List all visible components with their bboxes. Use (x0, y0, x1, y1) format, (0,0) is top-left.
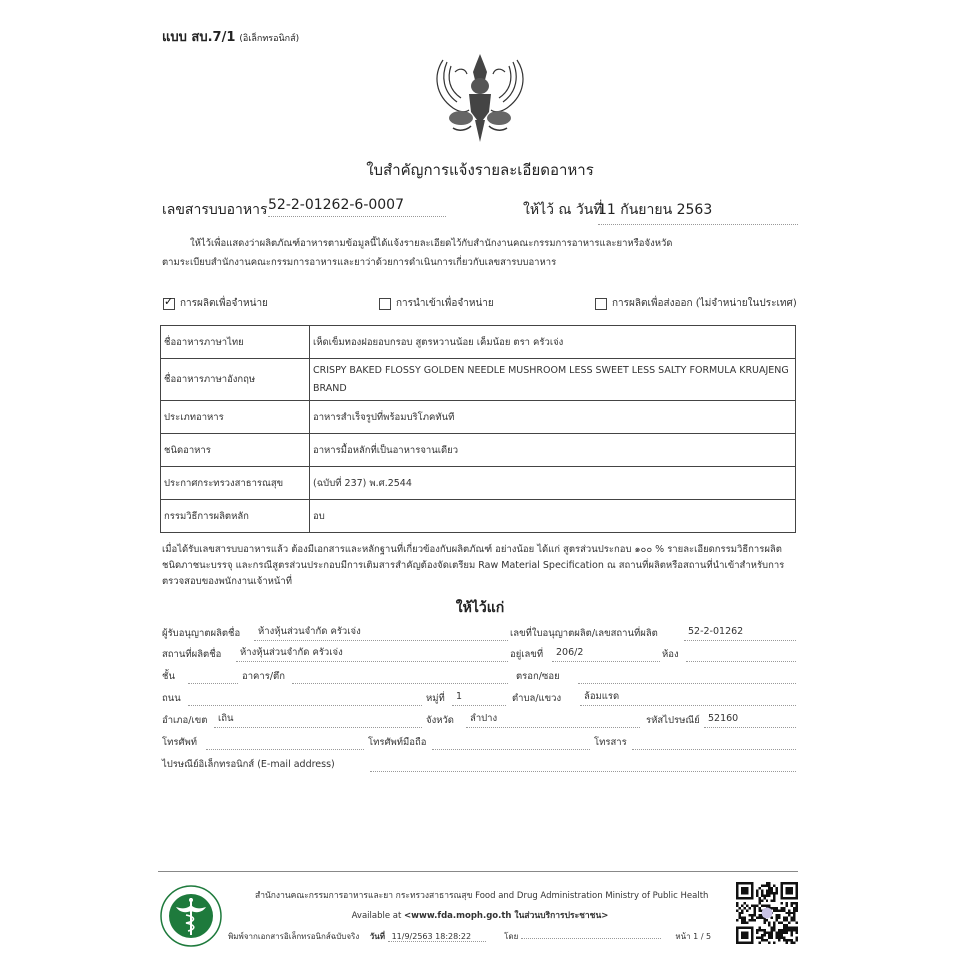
building-label: อาคาร/ตึก (242, 671, 285, 682)
fda-website-link[interactable]: <www.fda.moph.go.th ในส่วนบริการประชาชน> (404, 911, 609, 921)
house-number-label: อยู่เลขที่ (510, 649, 544, 660)
checkbox-checked-icon[interactable] (163, 298, 175, 310)
floor-label: ชั้น (162, 671, 175, 682)
table-value: อบ (310, 500, 796, 533)
room-label: ห้อง (662, 649, 679, 660)
page-number: หน้า 1 / 5 (675, 932, 712, 941)
table-row (161, 500, 796, 533)
table-key: ชื่ออาหารภาษาอังกฤษ (161, 359, 310, 401)
printed-by-label: โดย (504, 932, 519, 941)
alley-field (578, 667, 796, 684)
district-label: อำเภอ/เขต (162, 715, 208, 726)
document-title: ใบสำคัญการแจ้งรายละเอียดอาหาร (366, 161, 594, 179)
intro-paragraph (162, 234, 802, 272)
site-label: สถานที่ผลิตชื่อ (162, 649, 222, 660)
table-key: ประเภทอาหาร (161, 401, 310, 434)
intro-line-2: ตามระเบียบสำนักงานคณะกรรมการอาหารและยาว่าด้วยการดำเนินการเกี่ยวกับเลขสารบบอาหาร (162, 257, 557, 268)
food-info-table (160, 325, 796, 533)
checkbox-unchecked-icon[interactable] (595, 298, 607, 310)
recipient-row-phone (162, 733, 796, 753)
table-row (161, 401, 796, 434)
recipient-row-road (162, 689, 796, 709)
postcode-field: 52160 (704, 711, 796, 728)
subdistrict-label: ตำบล/แขวง (512, 693, 562, 704)
licensee-label: ผู้รับอนุญาตผลิตชื่อ (162, 628, 241, 639)
alley-label: ตรอก/ซอย (516, 671, 560, 682)
table-row (161, 434, 796, 467)
recipient-section-title: ให้ไว้แก่ (455, 600, 505, 616)
recipient-row-licensee (162, 624, 796, 644)
license-number-label: เลขที่ใบอนุญาตผลิต/เลขสถานที่ผลิต (510, 628, 658, 639)
purpose-option-import[interactable] (379, 296, 494, 311)
site-field: ห้างหุ้นส่วนจำกัด ครัวเจ่ง (236, 645, 508, 662)
checkbox-unchecked-icon[interactable] (379, 298, 391, 310)
footer-available (0, 908, 960, 922)
road-label: ถนน (162, 693, 181, 704)
moo-field: 1 (452, 689, 506, 706)
floor-field (188, 667, 238, 684)
purpose-option-production[interactable] (163, 296, 268, 311)
table-key: ชนิดอาหาร (161, 434, 310, 467)
printed-label: พิมพ์จากเอกสารอิเล็กทรอนิกส์ฉบับจริง (228, 932, 360, 941)
fax-label: โทรสาร (594, 737, 627, 748)
table-value: CRISPY BAKED FLOSSY GOLDEN NEEDLE MUSHROOM LESS SWEET LESS SALTY FORMULA KRUAJENG BRAND (310, 359, 796, 401)
table-key: ชื่ออาหารภาษาไทย (161, 326, 310, 359)
table-row (161, 467, 796, 500)
phone-field (206, 733, 364, 750)
table-row (161, 359, 796, 401)
email-label: ไปรษณีย์อิเล็กทรอนิกส์ (E-mail address) (162, 759, 335, 770)
table-row (161, 326, 796, 359)
moo-label: หมู่ที่ (426, 693, 445, 704)
form-code-note: (อิเล็กทรอนิกส์) (239, 34, 300, 44)
issued-date-value: 11 กันยายน 2563 (598, 199, 798, 225)
footer-agency: สำนักงานคณะกรรมการอาหารและยา กระทรวงสาธารณสุข Food and Drug Administration Ministry of Public Health (255, 891, 709, 901)
road-field (188, 689, 422, 706)
recipient-row-floor (162, 667, 796, 687)
qr-code-icon (736, 882, 798, 944)
garuda-emblem-icon (425, 50, 535, 150)
registration-number-label: เลขสารบบอาหาร (162, 202, 268, 218)
mobile-label: โทรศัพท์มือถือ (368, 737, 427, 748)
district-field: เถิน (214, 711, 422, 728)
house-number-field: 206/2 (552, 645, 660, 662)
table-value: อาหารมื้อหลักที่เป็นอาหารจานเดียว (310, 434, 796, 467)
print-date-value: 11/9/2563 18:28:22 (388, 932, 486, 942)
recipient-row-email (162, 755, 796, 775)
mobile-field (432, 733, 590, 750)
phone-label: โทรศัพท์ (162, 737, 198, 748)
purpose-label: การผลิตเพื่อส่งออก (ไม่จำหน่ายในประเทศ) (612, 298, 797, 309)
issued-date-label: ให้ไว้ ณ วันที่ (523, 202, 603, 218)
room-field (686, 645, 796, 662)
footer-divider (158, 871, 798, 872)
recipient-row-site (162, 645, 796, 665)
postcode-label: รหัสไปรษณีย์ (646, 715, 700, 726)
form-code (162, 26, 299, 47)
table-key: กรรมวิธีการผลิตหลัก (161, 500, 310, 533)
subdistrict-field: ล้อมแรด (580, 689, 796, 706)
table-value: (ฉบับที่ 237) พ.ศ.2544 (310, 467, 796, 500)
form-code-label: แบบ สบ.7/1 (162, 30, 236, 45)
email-field (370, 755, 796, 772)
print-date-label: วันที่ (369, 932, 386, 941)
footer-print-info (228, 930, 711, 943)
building-field (292, 667, 508, 684)
province-label: จังหวัด (426, 715, 454, 726)
purpose-label: การนำเข้าเพื่อจำหน่าย (396, 298, 494, 309)
registration-number-value: 52-2-01262-6-0007 (268, 197, 446, 217)
fax-field (632, 733, 796, 750)
printed-by-value (521, 938, 661, 939)
table-key: ประกาศกระทรวงสาธารณสุข (161, 467, 310, 500)
purpose-label: การผลิตเพื่อจำหน่าย (180, 298, 268, 309)
purpose-option-export[interactable] (595, 296, 797, 311)
license-number-field: 52-2-01262 (684, 624, 796, 641)
recipient-row-district (162, 711, 796, 731)
province-field: ลำปาง (466, 711, 640, 728)
intro-line-1: ให้ไว้เพื่อแสดงว่าผลิตภัณฑ์อาหารตามข้อมูลนี้ได้แจ้งรายละเอียดไว้กับสำนักงานคณะกรรมการอาหารและยาหรือจังหวัด (190, 238, 673, 249)
requirements-note: เมื่อได้รับเลขสารบบอาหารแล้ว ต้องมีเอกสารและหลักฐานที่เกี่ยวข้องกับผลิตภัณฑ์ อย่างน้อย ได้แก่ สูตรส่วนประกอบ ๑๐๐ % รายละเอียดกรรมวิธีการผลิต ชนิดภาชนะบรรจุ และกรณีสูตรส่วนประกอบมีการเติมสารสำคัญต้องจัดเตรียม Raw Material Specification ณ สถานที่ผลิตหรือสถานที่นำเข้าสำหรับการตรวจสอบของพนักงานเจ้าหน้าที่ (162, 544, 785, 587)
available-prefix: Available at (351, 911, 402, 921)
table-value: เห็ดเข็มทองฝอยอบกรอบ สูตรหวานน้อย เค็มน้อย ตรา ครัวเจ่ง (310, 326, 796, 359)
licensee-field: ห้างหุ้นส่วนจำกัด ครัวเจ่ง (254, 624, 508, 641)
table-value: อาหารสำเร็จรูปที่พร้อมบริโภคทันที (310, 401, 796, 434)
